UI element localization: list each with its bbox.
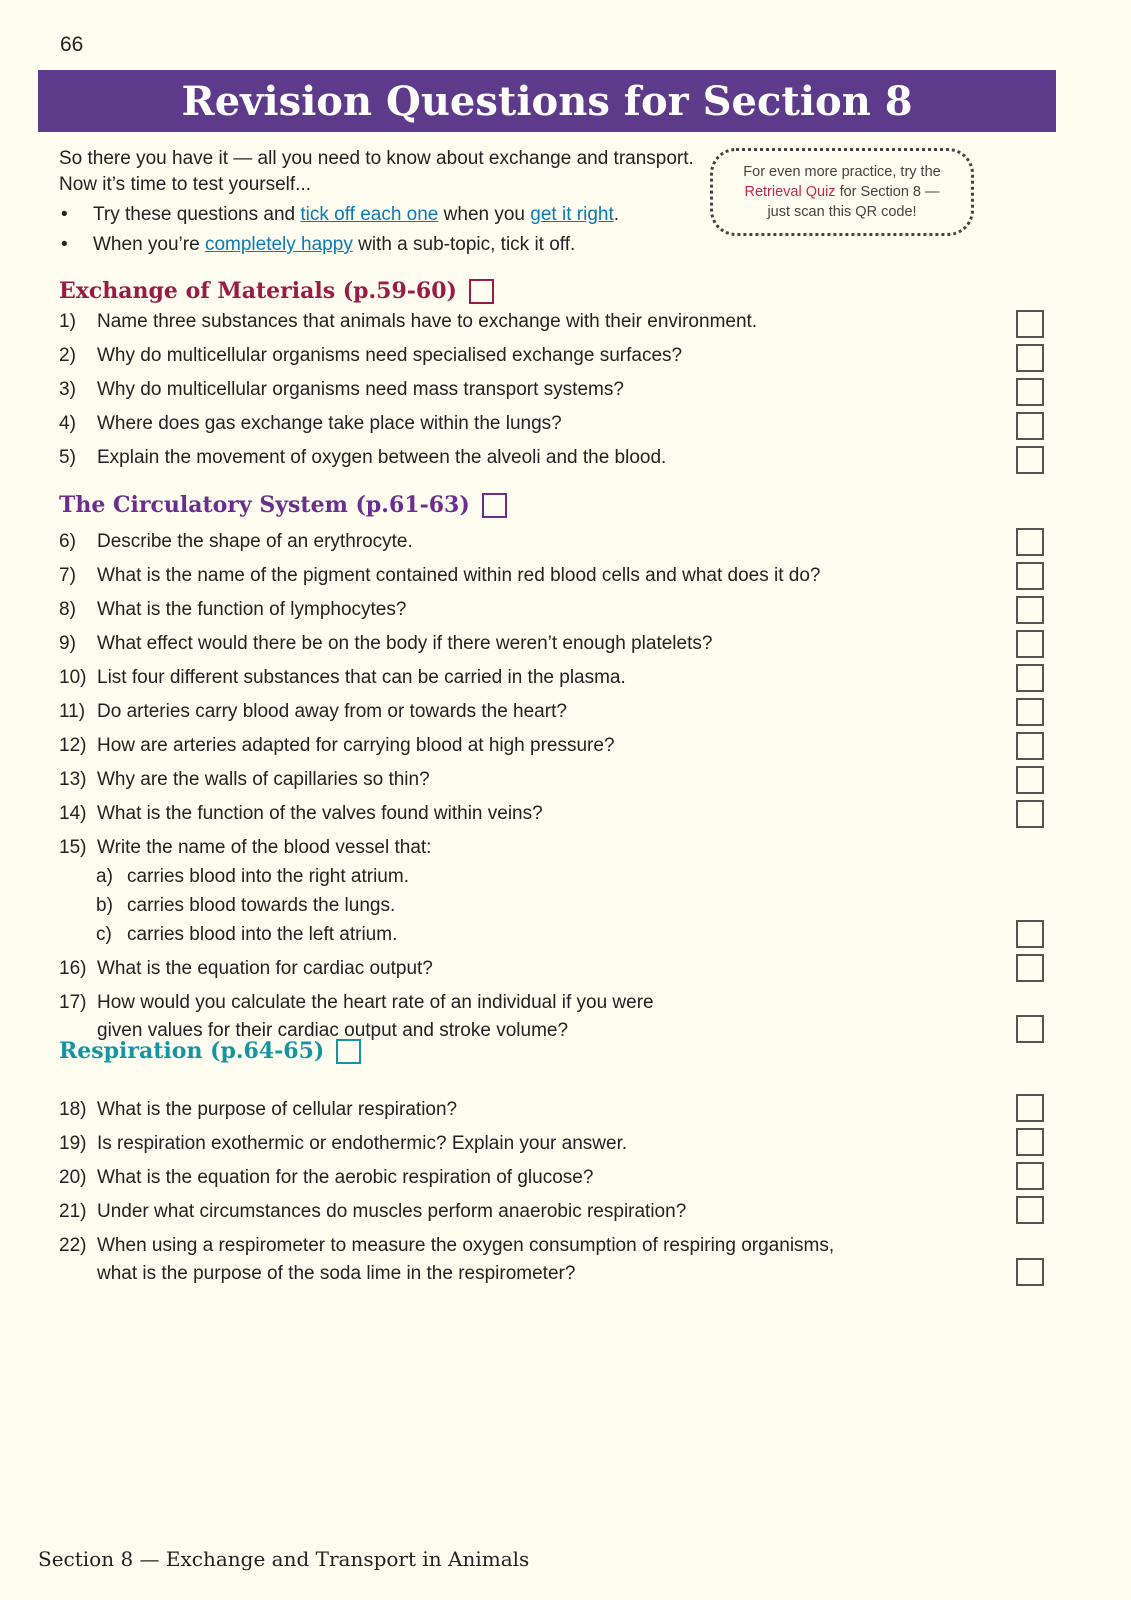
highlight-completely-happy: completely happy bbox=[204, 234, 353, 255]
question-text: Describe the shape of an erythrocyte. bbox=[97, 531, 413, 552]
question-1 bbox=[59, 308, 939, 336]
question-number: 17) bbox=[59, 992, 87, 1013]
question-text: What is the function of lymphocytes? bbox=[97, 599, 407, 620]
question-number: 14) bbox=[59, 803, 87, 824]
question-checkbox[interactable] bbox=[1016, 920, 1044, 948]
question-16 bbox=[59, 955, 939, 983]
sub-letter: a) bbox=[96, 866, 113, 887]
question-checkbox[interactable] bbox=[1016, 596, 1044, 624]
quiz-line-3: just scan this QR code! bbox=[767, 204, 917, 220]
question-number: 21) bbox=[59, 1201, 87, 1222]
question-15a bbox=[96, 863, 409, 891]
section-heading-exchange bbox=[59, 278, 494, 304]
question-text: Why do multicellular organisms need specialised exchange surfaces? bbox=[97, 345, 683, 366]
question-checkbox[interactable] bbox=[1016, 344, 1044, 372]
question-checkbox[interactable] bbox=[1016, 664, 1044, 692]
question-20 bbox=[59, 1164, 939, 1192]
question-text: Why do multicellular organisms need mass transport systems? bbox=[97, 379, 624, 400]
question-checkbox[interactable] bbox=[1016, 630, 1044, 658]
question-15 bbox=[59, 834, 939, 862]
question-number: 13) bbox=[59, 769, 87, 790]
question-text: Under what circumstances do muscles perform anaerobic respiration? bbox=[97, 1201, 687, 1222]
question-number: 18) bbox=[59, 1099, 87, 1120]
question-3 bbox=[59, 376, 939, 404]
question-text: Do arteries carry blood away from or towards the heart? bbox=[97, 701, 567, 722]
question-checkbox[interactable] bbox=[1016, 310, 1044, 338]
question-text: Where does gas exchange take place within the lungs? bbox=[97, 413, 562, 434]
question-number: 4) bbox=[59, 413, 76, 434]
bullet-text: When you’re bbox=[93, 234, 205, 255]
highlight-get-it-right: get it right bbox=[530, 204, 614, 225]
quiz-line-1: For even more practice, try the bbox=[743, 164, 941, 180]
question-text: What is the equation for cardiac output? bbox=[97, 958, 433, 979]
section-heading-respiration bbox=[59, 1038, 361, 1064]
question-15c bbox=[96, 921, 397, 949]
question-checkbox[interactable] bbox=[1016, 412, 1044, 440]
question-number: 22) bbox=[59, 1235, 87, 1256]
question-text: How are arteries adapted for carrying blood at high pressure? bbox=[97, 735, 615, 756]
question-checkbox[interactable] bbox=[1016, 528, 1044, 556]
section-title: Exchange of Materials (p.59-60) bbox=[59, 278, 457, 304]
question-checkbox[interactable] bbox=[1016, 378, 1044, 406]
sub-text: carries blood towards the lungs. bbox=[127, 895, 396, 916]
question-checkbox[interactable] bbox=[1016, 1162, 1044, 1190]
question-8 bbox=[59, 596, 939, 624]
question-checkbox[interactable] bbox=[1016, 732, 1044, 760]
question-text: Name three substances that animals have to exchange with their environment. bbox=[97, 311, 758, 332]
question-text: What is the name of the pigment contained within red blood cells and what does it do? bbox=[97, 565, 821, 586]
question-number: 3) bbox=[59, 379, 76, 400]
question-7 bbox=[59, 562, 939, 590]
question-number: 9) bbox=[59, 633, 76, 654]
question-text: What is the function of the valves found within veins? bbox=[97, 803, 543, 824]
question-text: Explain the movement of oxygen between the alveoli and the blood. bbox=[97, 447, 667, 468]
retrieval-quiz-callout bbox=[710, 148, 974, 236]
sub-letter: b) bbox=[96, 895, 113, 916]
bullet-text: when you bbox=[438, 204, 531, 225]
question-text: What is the purpose of cellular respiration? bbox=[97, 1099, 458, 1120]
question-checkbox[interactable] bbox=[1016, 1128, 1044, 1156]
question-17 bbox=[59, 989, 939, 1045]
question-22 bbox=[59, 1232, 939, 1288]
sub-text: carries blood into the left atrium. bbox=[127, 924, 398, 945]
intro-text: So there you have it — all you need to know about exchange and transport. Now it’s time to test yourself... bbox=[59, 148, 694, 195]
question-checkbox[interactable] bbox=[1016, 766, 1044, 794]
intro-bullet-1 bbox=[59, 202, 699, 228]
question-number: 5) bbox=[59, 447, 76, 468]
question-checkbox[interactable] bbox=[1016, 698, 1044, 726]
question-number: 15) bbox=[59, 837, 87, 858]
question-18 bbox=[59, 1096, 939, 1124]
question-checkbox[interactable] bbox=[1016, 1196, 1044, 1224]
question-number: 7) bbox=[59, 565, 76, 586]
bullet-text: with a sub-topic, tick it off. bbox=[352, 234, 576, 255]
page-footer: Section 8 — Exchange and Transport in Animals bbox=[38, 1547, 530, 1571]
retrieval-quiz-label: Retrieval Quiz bbox=[744, 184, 836, 200]
question-number: 19) bbox=[59, 1133, 87, 1154]
page-number: 66 bbox=[60, 33, 84, 56]
section-checkbox[interactable] bbox=[336, 1039, 361, 1064]
section-heading-circulatory bbox=[59, 492, 507, 518]
question-text: Write the name of the blood vessel that: bbox=[97, 837, 432, 858]
question-number: 16) bbox=[59, 958, 87, 979]
question-12 bbox=[59, 732, 939, 760]
sub-text: carries blood into the right atrium. bbox=[127, 866, 409, 887]
question-text: What is the equation for the aerobic respiration of glucose? bbox=[97, 1167, 594, 1188]
section-checkbox[interactable] bbox=[469, 279, 494, 304]
question-checkbox[interactable] bbox=[1016, 800, 1044, 828]
question-19 bbox=[59, 1130, 939, 1158]
highlight-tick-off: tick off each one bbox=[300, 204, 439, 225]
intro-block bbox=[59, 146, 699, 262]
question-checkbox[interactable] bbox=[1016, 1015, 1044, 1043]
intro-bullet-2 bbox=[59, 232, 699, 258]
question-15b bbox=[96, 892, 395, 920]
question-text: What effect would there be on the body if there weren’t enough platelets? bbox=[97, 633, 713, 654]
question-checkbox[interactable] bbox=[1016, 954, 1044, 982]
quiz-line-2-rest: for Section 8 — bbox=[835, 184, 940, 200]
section-checkbox[interactable] bbox=[482, 493, 507, 518]
question-text: List four different substances that can be carried in the plasma. bbox=[97, 667, 626, 688]
question-4 bbox=[59, 410, 939, 438]
question-number: 2) bbox=[59, 345, 76, 366]
question-9 bbox=[59, 630, 939, 658]
question-2 bbox=[59, 342, 939, 370]
bullet-text: Try these questions and bbox=[93, 204, 301, 225]
question-checkbox[interactable] bbox=[1016, 1094, 1044, 1122]
question-number: 20) bbox=[59, 1167, 87, 1188]
section-title: Respiration (p.64-65) bbox=[59, 1038, 325, 1064]
question-text: Why are the walls of capillaries so thin? bbox=[97, 769, 430, 790]
intro-list bbox=[59, 202, 699, 258]
question-21 bbox=[59, 1198, 939, 1226]
question-text: When using a respirometer to measure the oxygen consumption of respiring organisms, bbox=[97, 1235, 835, 1256]
question-number: 1) bbox=[59, 311, 76, 332]
page-title: Revision Questions for Section 8 bbox=[38, 70, 1056, 132]
question-13 bbox=[59, 766, 939, 794]
bullet-text: . bbox=[613, 204, 620, 225]
question-checkbox[interactable] bbox=[1016, 562, 1044, 590]
question-5 bbox=[59, 444, 939, 472]
question-number: 6) bbox=[59, 531, 76, 552]
question-14 bbox=[59, 800, 939, 828]
sub-letter: c) bbox=[96, 924, 112, 945]
question-number: 11) bbox=[59, 701, 86, 722]
question-text: How would you calculate the heart rate of an individual if you were bbox=[97, 992, 654, 1013]
question-6 bbox=[59, 528, 939, 556]
question-text-continued: given values for their cardiac output and stroke volume? bbox=[97, 1020, 569, 1041]
question-text: Is respiration exothermic or endothermic? Explain your answer. bbox=[97, 1133, 628, 1154]
question-10 bbox=[59, 664, 939, 692]
question-number: 10) bbox=[59, 667, 87, 688]
question-number: 8) bbox=[59, 599, 76, 620]
quiz-line-2 bbox=[713, 182, 971, 202]
question-checkbox[interactable] bbox=[1016, 446, 1044, 474]
question-checkbox[interactable] bbox=[1016, 1258, 1044, 1286]
question-text-continued: what is the purpose of the soda lime in the respirometer? bbox=[97, 1263, 576, 1284]
question-11 bbox=[59, 698, 939, 726]
section-title: The Circulatory System (p.61-63) bbox=[59, 492, 470, 518]
question-number: 12) bbox=[59, 735, 87, 756]
